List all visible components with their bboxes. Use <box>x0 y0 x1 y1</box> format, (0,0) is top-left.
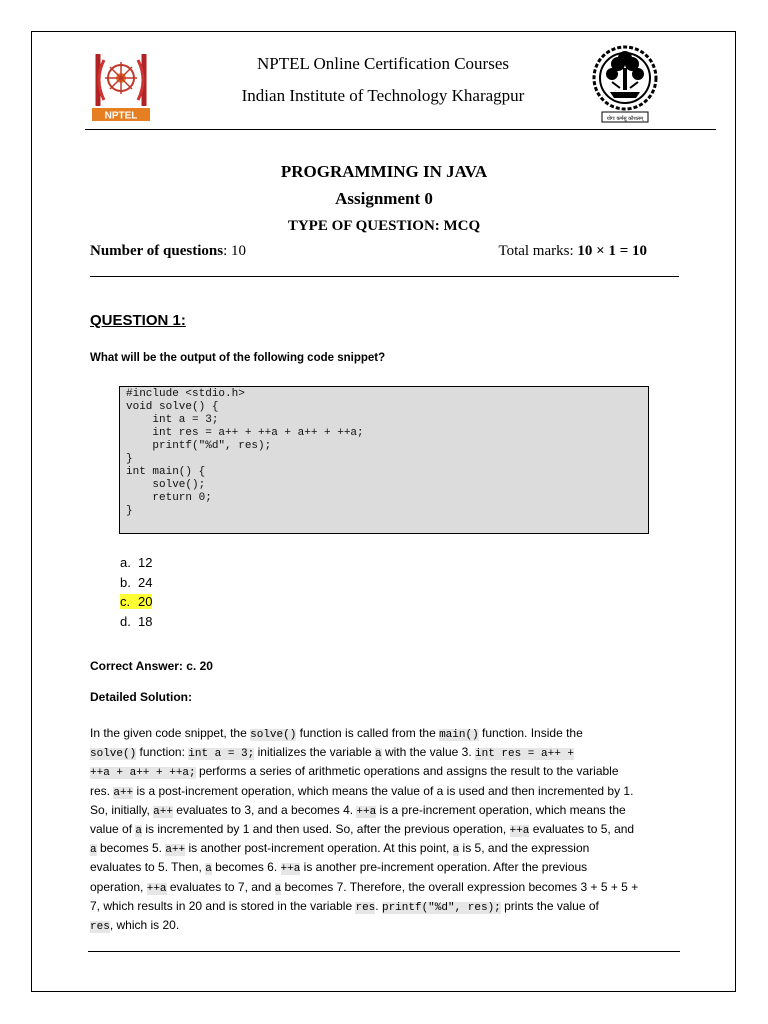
header-line-2: Indian Institute of Technology Kharagpur <box>241 86 525 105</box>
inline-code: printf("%d", res); <box>381 901 501 914</box>
inline-code: res <box>355 901 376 914</box>
code-snippet <box>119 386 649 534</box>
solution-text: with the value 3. <box>381 745 475 760</box>
solution-text: is another pre-increment operation. After the previous <box>300 860 588 875</box>
solution-text: initializes the variable <box>254 745 375 760</box>
solution-text: is 5, and the expression <box>459 841 590 856</box>
solution-text: is another post-increment operation. At this point, <box>185 841 453 856</box>
inline-code: res <box>90 920 110 933</box>
solution-text: operation, <box>90 879 147 894</box>
num-label: Number of questions <box>90 243 224 259</box>
solution-line <box>90 782 686 801</box>
options-list <box>120 553 152 631</box>
nptel-logo-text: NPTEL <box>104 110 138 122</box>
solution-line <box>90 743 686 762</box>
inline-code: ++a + a++ + ++a; <box>90 767 196 780</box>
solution-text: evaluates to 3, and a becomes 4. <box>172 802 357 817</box>
marks-value: 10 × 1 = 10 <box>577 243 647 259</box>
course-title: PROGRAMMING IN JAVA <box>280 162 488 181</box>
inline-code: a++ <box>165 844 186 857</box>
inline-code: ++a <box>280 863 301 876</box>
inline-code: ++a <box>146 882 167 895</box>
solution-line <box>90 897 686 916</box>
solution-line <box>90 839 686 858</box>
inline-code: a++ <box>113 786 134 799</box>
inline-code: a <box>205 863 212 876</box>
inline-code: a <box>135 824 142 837</box>
solution-text: 7, which results in 20 and is stored in the variable <box>90 898 356 913</box>
option-d: d. 18 <box>120 613 153 629</box>
solution-line <box>90 858 686 877</box>
inline-code: a++ <box>153 805 173 818</box>
header-rule <box>85 129 716 130</box>
solution-text: function is called from the <box>296 726 440 740</box>
seal-motto: योगः कर्मसु कौशलम् <box>606 116 644 122</box>
solution-text: function: <box>136 745 189 760</box>
number-of-questions <box>90 243 246 260</box>
option-b: b. 24 <box>120 574 153 590</box>
footer-rule <box>88 951 680 952</box>
question-type: TYPE OF QUESTION: MCQ <box>287 218 481 234</box>
detailed-solution-label: Detailed Solution: <box>90 690 192 704</box>
solution-text: So, initially, <box>90 802 154 817</box>
inline-code: ++a <box>356 805 377 818</box>
solution-paragraph <box>90 724 686 935</box>
assignment-title: Assignment 0 <box>335 189 433 208</box>
header-line-1: NPTEL Online Certification Courses <box>257 54 509 73</box>
inline-code: a <box>375 748 382 761</box>
solution-line <box>90 820 686 839</box>
solution-text: prints the value of <box>500 898 599 913</box>
code-text: #include <stdio.h> void solve() { int a = 3; int res = a++ + ++a + a++ + ++a; printf("%d", res); } int main() { solve(); return 0; } <box>126 388 364 517</box>
solution-text: res. <box>90 783 114 798</box>
option-c: c. 20 <box>120 594 153 609</box>
inline-code: a <box>274 882 282 895</box>
solution-text: becomes 5. <box>96 841 166 856</box>
solution-text: performs a series of arithmetic operations and assigns the result to the variable <box>195 764 619 779</box>
iit-kharagpur-seal <box>592 42 658 124</box>
inline-code: main() <box>439 729 479 741</box>
marks-label: Total marks: <box>498 243 578 259</box>
total-marks <box>498 243 647 260</box>
inline-code: a <box>452 844 460 857</box>
solution-text: evaluates to 5. Then, <box>90 860 206 875</box>
solution-line <box>90 762 686 781</box>
solution-text: function. Inside the <box>478 726 583 740</box>
solution-text: evaluates to 5, and <box>529 821 635 836</box>
solution-line <box>90 724 686 743</box>
solution-text: In the given code snippet, the <box>90 726 251 740</box>
meta-rule <box>90 276 679 277</box>
solution-text: is incremented by 1 and then used. So, after the previous operation, <box>141 821 510 836</box>
question-text: What will be the output of the following code snippet? <box>90 352 386 364</box>
inline-code: solve() <box>250 729 297 741</box>
solution-text: evaluates to 7, and <box>166 879 275 894</box>
inline-code: int res = a++ + <box>475 748 575 761</box>
solution-text: is a post-increment operation, which means the value of a is used and then incremented by 1. <box>133 783 634 798</box>
solution-line <box>90 801 686 820</box>
solution-text: value of <box>90 821 136 836</box>
solution-line <box>90 878 686 897</box>
solution-text: , which is 20. <box>109 917 180 932</box>
solution-text: is a pre-increment operation, which means the <box>376 802 626 817</box>
inline-code: ++a <box>509 824 530 837</box>
solution-text: . <box>375 898 382 913</box>
num-value: : 10 <box>223 243 246 259</box>
inline-code: int a = 3; <box>188 748 255 761</box>
option-a: a. 12 <box>120 555 153 570</box>
solution-text: becomes 7. Therefore, the overall expression becomes 3 + 5 + 5 + <box>281 879 639 894</box>
correct-answer: Correct Answer: c. 20 <box>90 659 213 673</box>
solution-line <box>90 916 686 935</box>
solution-text: becomes 6. <box>211 860 281 875</box>
inline-code: a <box>90 844 97 857</box>
inline-code: solve() <box>90 748 137 761</box>
nptel-logo <box>90 50 152 122</box>
question-heading: QUESTION 1: <box>90 312 186 329</box>
